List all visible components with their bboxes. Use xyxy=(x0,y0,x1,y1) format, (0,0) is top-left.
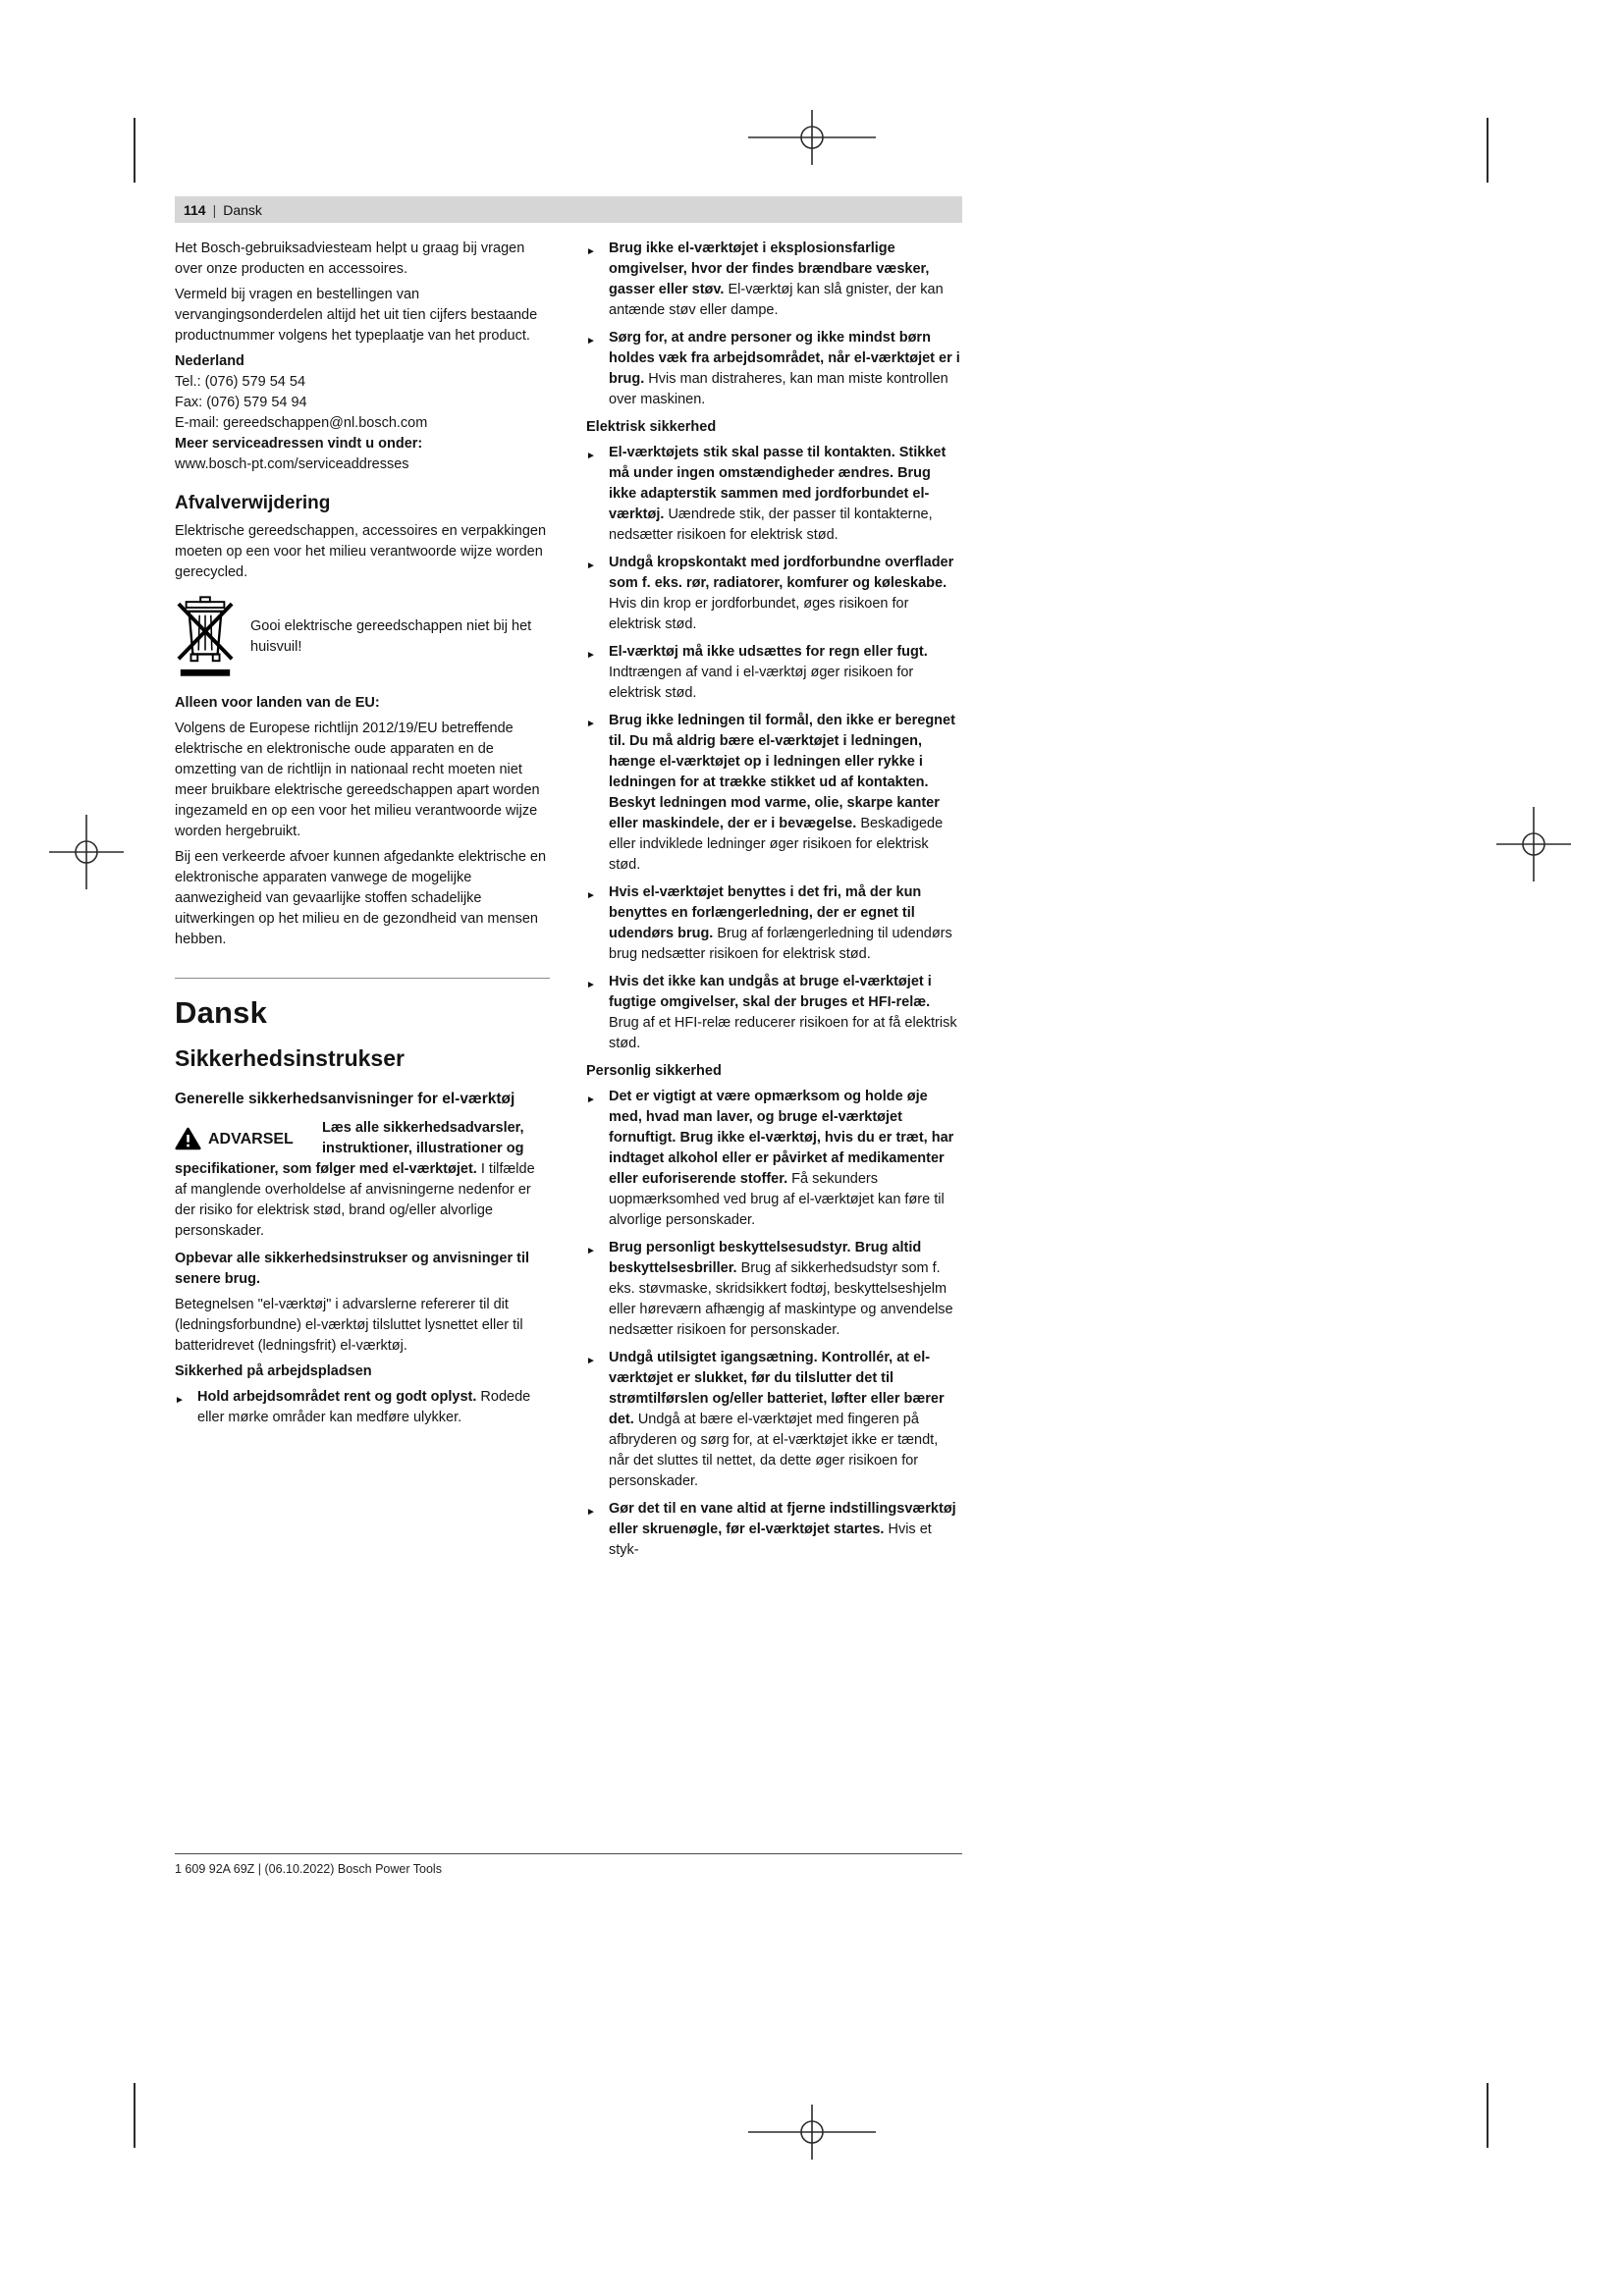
subheading-nederland: Nederland xyxy=(175,353,244,369)
registration-mark-bottom-icon xyxy=(748,2105,876,2160)
service-url-link[interactable]: www.bosch-pt.com/serviceaddresses xyxy=(175,456,409,472)
right-column xyxy=(586,239,962,1568)
bullet-lead: Det er vigtigt at være opmærksom og holde øje med, hvad man laver, og bruge el-værktøjet fornuftigt. Brug ikke el-værktøj, hvis du er træt, har indtaget alkohol eller er påvirket af medikamenter eller euforiserende stoffer. xyxy=(609,1089,954,1187)
paragraph-advice-team: Het Bosch-gebruiksadviesteam helpt u graag bij vragen over onze producten en accessoires. xyxy=(175,240,525,277)
phone-line: Tel.: (076) 579 54 54 xyxy=(175,374,306,390)
safety-bullet xyxy=(586,972,962,1054)
bullet-lead: Undgå kropskontakt med jordforbundne overflader som f. eks. rør, radiatorer, komfurer og køleskabe. xyxy=(609,555,954,591)
safety-bullet xyxy=(175,1387,550,1428)
registration-mark-left-icon xyxy=(49,815,124,889)
fax-line: Fax: (076) 579 54 94 xyxy=(175,395,307,410)
header-separator: | xyxy=(212,201,217,218)
paragraph-order-info: Vermeld bij vragen en bestellingen van vervangingsonderdelen altijd het uit tien cijfers bestaande productnummer volgens het typeplaatje van het product. xyxy=(175,287,538,344)
bullet-body: Brug af forlængerledning til udendørs brug nedsætter risikoen for elektrisk stød. xyxy=(609,926,952,962)
heading-generelle-sikkerhedsanvisninger: Generelle sikkerhedsanvisninger for el-værktøj xyxy=(175,1091,515,1107)
bullet-arrow-icon: ► xyxy=(586,719,596,729)
bullet-lead: El-værktøj må ikke udsættes for regn eller fugt. xyxy=(609,644,928,660)
safety-bullet xyxy=(586,642,962,704)
bullet-arrow-icon: ► xyxy=(586,980,596,990)
paragraph-opbevar: Opbevar alle sikkerhedsinstrukser og anvisninger til senere brug. xyxy=(175,1251,530,1287)
heading-sikkerhedsinstrukser: Sikkerhedsinstrukser xyxy=(175,1045,405,1071)
bullet-arrow-icon: ► xyxy=(586,246,596,257)
bullet-lead: Brug ikke el-værktøjet i eksplosionsfarlige omgivelser, hvor der findes brændbare væsker, gasser eller støv. xyxy=(609,240,930,297)
subheading-personlig-sikkerhed: Personlig sikkerhed xyxy=(586,1063,722,1079)
bullet-arrow-icon: ► xyxy=(586,1356,596,1366)
subheading-elektrisk-sikkerhed: Elektrisk sikkerhed xyxy=(586,419,717,435)
paragraph-recycling: Elektrische gereedschappen, accessoires en verpakkingen moeten op een voor het milieu verantwoorde wijze worden gerecycled. xyxy=(175,523,547,580)
safety-bullet xyxy=(586,1087,962,1231)
header-language: Dansk xyxy=(223,201,262,218)
bullet-arrow-icon: ► xyxy=(586,650,596,661)
bullet-body: Brug af et HFI-relæ reducerer risikoen for at få elektrisk stød. xyxy=(609,1015,957,1051)
bullet-lead: Undgå utilsigtet igangsætning. Kontrollér, at el-værktøjet er slukket, før du tilslutter det til strømtilførslen og/eller batteriet, løfter eller bærer det. xyxy=(609,1350,945,1427)
bullet-body: Indtrængen af vand i el-værktøj øger risikoen for elektrisk stød. xyxy=(609,665,914,701)
bullet-lead: Brug ikke ledningen til formål, den ikke er beregnet til. Du må aldrig bære el-værktøjet i ledningen, hænge el-værktøjet op i ledningen eller rykke i ledningen for at trække stikket ud af kontakten. Beskyt ledningen mod varme, olie, skarpe kanter eller maskindele, der er i bevægelse. xyxy=(609,713,955,831)
bullet-arrow-icon: ► xyxy=(586,890,596,901)
warning-body: I tilfælde af manglende overholdelse af anvisningerne nedenfor er der risiko for elektrisk stød, brand og/eller alvorlige personskader. xyxy=(175,1161,535,1239)
subheading-arbejdspladsen: Sikkerhed på arbejdspladsen xyxy=(175,1363,372,1379)
bullet-body: Hvis man distraheres, kan man miste kontrollen over maskinen. xyxy=(609,371,948,407)
warning-box xyxy=(175,1118,322,1159)
weee-crossed-bin-icon xyxy=(175,595,236,679)
subheading-eu-countries: Alleen voor landen van de EU: xyxy=(175,695,380,711)
subheading-service-addresses: Meer serviceadressen vindt u onder: xyxy=(175,436,423,452)
weee-note xyxy=(175,595,550,679)
left-column xyxy=(175,239,550,1435)
registration-mark-top-icon xyxy=(748,110,876,165)
paragraph-eu-directive: Volgens de Europese richtlijn 2012/19/EU betreffende elektrische en elektronische oude apparaten en de omzetting van de richtlijn in nationaal recht moeten niet meer bruikbare elektrische gereedschappen apart worden ingezameld en op een voor het milieu verantwoorde wijze worden hergebruikt. xyxy=(175,721,540,839)
advarsel-label: ADVARSEL xyxy=(208,1130,294,1148)
page-header xyxy=(175,196,962,223)
crop-tick-bottom-left xyxy=(134,2083,135,2148)
bullet-body: Beskadigede eller indviklede ledninger øger risikoen for elektrisk stød. xyxy=(609,816,944,873)
bullet-body: Hvis din krop er jordforbundet, øges risikoen for elektrisk stød. xyxy=(609,596,909,632)
bullet-body: Hvis et styk- xyxy=(609,1522,932,1558)
bullet-lead: Brug personligt beskyttelsesudstyr. Brug altid beskyttelsesbriller. xyxy=(609,1240,922,1276)
safety-bullet xyxy=(586,1499,962,1561)
bullet-arrow-icon: ► xyxy=(586,561,596,571)
safety-bullet xyxy=(586,239,962,321)
warning-triangle-icon xyxy=(175,1127,201,1150)
bullet-lead: Sørg for, at andre personer og ikke mindst børn holdes væk fra arbejdsområdet, når el-værktøjet er i brug. xyxy=(609,330,960,387)
paragraph-betegnelse: Betegnelsen "el-værktøj" i advarslerne refererer til dit (ledningsforbundne) el-værktøj tilsluttet lysnettet eller til batteridrevet (ledningsfrit) el-værktøj. xyxy=(175,1297,523,1354)
safety-bullet xyxy=(586,553,962,635)
warning-lead: Læs alle sikkerhedsadvarsler, instruktioner, illustrationer og specifikationer, som følger med el-værktøjet. xyxy=(175,1120,524,1177)
bullet-lead: Hold arbejdsområdet rent og godt oplyst. xyxy=(197,1389,477,1405)
dansk-section xyxy=(175,978,550,1428)
bullet-lead: El-værktøjets stik skal passe til kontakten. Stikket må under ingen omstændigheder ændres. Brug ikke adapterstik sammen med jordforbundet el-værktøj. xyxy=(609,445,947,522)
bullet-arrow-icon: ► xyxy=(175,1395,185,1406)
safety-bullet xyxy=(586,443,962,546)
heading-afvalverwijdering: Afvalverwijdering xyxy=(175,493,331,513)
crop-tick-bottom-right xyxy=(1487,2083,1489,2148)
bullet-arrow-icon: ► xyxy=(586,336,596,347)
footer-text: 1 609 92A 69Z | (06.10.2022) Bosch Power Tools xyxy=(175,1862,442,1876)
bullet-body: Undgå at bære el-værktøjet med fingeren på afbryderen og sørg for, at el-værktøjet ikke er tændt, når det sluttes til nettet, da dette øger risikoen for personskader. xyxy=(609,1412,939,1489)
bullet-lead: Hvis el-værktøjet benyttes i det fri, må der kun benyttes en forlængerledning, der er egnet til udendørs brug. xyxy=(609,884,922,941)
bullet-arrow-icon: ► xyxy=(586,1246,596,1256)
page-number: 114 xyxy=(184,201,206,218)
bullet-body: El-værktøj kan slå gnister, der kan antænde støv eller dampe. xyxy=(609,282,944,318)
bullet-lead: Hvis det ikke kan undgås at bruge el-værktøjet i fugtige omgivelser, skal der bruges et HFI-relæ. xyxy=(609,974,932,1010)
bullet-body: Brug af sikkerhedsudstyr som f. eks. støvmaske, skridsikkert fodtøj, beskyttelseshjelm eller høreværn afhængig af maskintype og anvendelse nedsætter risikoen for personskader. xyxy=(609,1260,953,1338)
bullet-body: Få sekunders uopmærksomhed ved brug af el-værktøjet kan føre til alvorlige personskader. xyxy=(609,1171,945,1228)
bullet-body: Rodede eller mørke områder kan medføre ulykker. xyxy=(197,1389,531,1425)
bullet-arrow-icon: ► xyxy=(586,1095,596,1105)
bullet-arrow-icon: ► xyxy=(586,451,596,461)
safety-bullet xyxy=(586,1348,962,1492)
bullet-lead: Gør det til en vane altid at fjerne indstillingsværktøj eller skruenøgle, før el-værktøjet startes. xyxy=(609,1501,956,1537)
warning-paragraph xyxy=(175,1118,550,1242)
safety-bullet xyxy=(586,328,962,410)
weee-text: Gooi elektrische gereedschappen niet bij het huisvuil! xyxy=(250,618,532,655)
email-line[interactable]: E-mail: gereedschappen@nl.bosch.com xyxy=(175,415,428,431)
crop-tick-top-left xyxy=(134,118,135,183)
safety-bullet xyxy=(586,882,962,965)
safety-bullet xyxy=(586,711,962,876)
paragraph-eu-disposal: Bij een verkeerde afvoer kunnen afgedankte elektrische en elektronische apparaten vanwege de mogelijke aanwezigheid van gevaarlijke stoffen schadelijke uitwerkingen op het milieu en de gezondheid van mensen hebben. xyxy=(175,849,547,947)
page-footer xyxy=(175,1853,962,1876)
safety-bullet xyxy=(586,1238,962,1341)
section-title-dansk: Dansk xyxy=(175,995,268,1030)
registration-mark-right-icon xyxy=(1496,807,1571,881)
bullet-body: Uændrede stik, der passer til kontakterne, nedsætter risikoen for elektrisk stød. xyxy=(609,507,933,543)
bullet-arrow-icon: ► xyxy=(586,1507,596,1518)
crop-tick-top-right xyxy=(1487,118,1489,183)
